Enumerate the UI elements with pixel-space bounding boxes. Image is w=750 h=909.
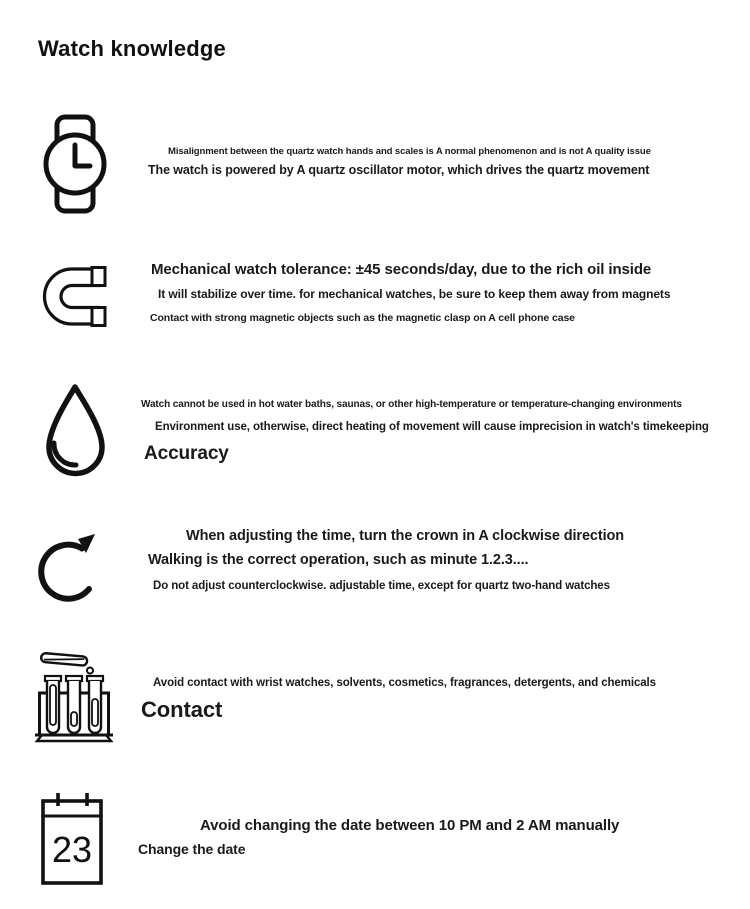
test-tubes-icon bbox=[33, 648, 115, 746]
page-title: Watch knowledge bbox=[38, 36, 226, 61]
magnet-main-note: Mechanical watch tolerance: ±45 seconds/day, due to the rich oil inside bbox=[151, 261, 652, 278]
magnet-note-3: Contact with strong magnetic objects such as the magnetic clasp on A cell phone case bbox=[150, 312, 575, 324]
quartz-main-note: The watch is powered by A quartz oscillator motor, which drives the quartz movement bbox=[148, 163, 650, 177]
tube-rim-1 bbox=[45, 676, 61, 681]
water-drop-icon bbox=[40, 382, 110, 483]
magnet-note-2: It will stabilize over time. for mechanical watches, be sure to keep them away from magnets bbox=[158, 287, 671, 301]
contact-note: Avoid contact with wrist watches, solvents, cosmetics, fragrances, detergents, and chemicals bbox=[153, 677, 656, 689]
magnet-pole-bottom bbox=[92, 308, 105, 326]
adjust-note-1: When adjusting the time, turn the crown in A clockwise direction bbox=[186, 528, 625, 544]
magnet-icon bbox=[42, 266, 108, 327]
drop-inner-arc bbox=[54, 443, 76, 465]
date-note-1: Avoid changing the date between 10 PM and 2 AM manually bbox=[200, 817, 620, 834]
magnet-pole-top bbox=[92, 268, 105, 286]
contact-heading: Contact bbox=[141, 697, 223, 722]
clockwise-arrow-icon bbox=[36, 524, 106, 612]
tube-rim-2 bbox=[66, 676, 82, 681]
accuracy-note-1: Watch cannot be used in hot water baths, saunas, or other high-temperature or temperature-changing environments bbox=[141, 399, 682, 410]
adjust-note-2: Walking is the correct operation, such as minute 1.2.3.... bbox=[148, 552, 529, 568]
date-note-2: Change the date bbox=[138, 841, 246, 857]
chemical-droplet bbox=[87, 668, 93, 674]
calendar-day-number: 23 bbox=[51, 829, 93, 870]
accuracy-note-2: Environment use, otherwise, direct heating of movement will cause imprecision in watch's timekeeping bbox=[155, 421, 709, 433]
quartz-subnote: Misalignment between the quartz watch hands and scales is A normal phenomenon and is not A quality issue bbox=[168, 146, 651, 157]
calendar-icon bbox=[40, 792, 104, 886]
tube-rim-3 bbox=[87, 676, 103, 681]
drop-outline bbox=[49, 387, 102, 474]
accuracy-heading: Accuracy bbox=[144, 443, 229, 464]
adjust-note-3: Do not adjust counterclockwise. adjustable time, except for quartz two-hand watches bbox=[153, 580, 610, 592]
rotation-arc bbox=[41, 545, 89, 599]
wristwatch-icon bbox=[43, 114, 107, 214]
pouring-tube bbox=[41, 653, 88, 666]
